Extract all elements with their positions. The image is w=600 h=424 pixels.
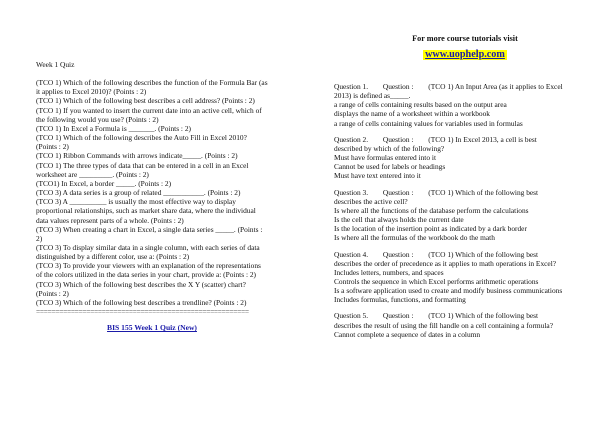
quiz-item: (TCO 1) Ribbon Commands with arrows indicate_____. (Points : 2) xyxy=(36,151,238,161)
answer-option: Cannot complete a sequence of dates in a column xyxy=(334,329,481,339)
answer-option: displays the name of a worksheet within a workbook xyxy=(334,109,490,119)
question-text: Question 3. Question : (TCO 1) Which of the following best describes the active cell? xyxy=(334,187,540,206)
promo-block xyxy=(360,34,570,60)
quiz-item: (TCO 1) Which of the following describes the function of the Formula Bar (as it applies to Excel 2010)? (Points : 2) xyxy=(36,78,268,97)
question-block xyxy=(334,250,566,305)
quiz-title-link[interactable]: BIS 155 Week 1 Quiz (New) xyxy=(107,323,197,333)
quiz-item: (TCO 1) In Excel a Formula is _______. (Points : 2) xyxy=(36,123,191,133)
quiz-item: (TCO 3) When creating a chart in Excel, a single data series _____. (Points : 2) xyxy=(36,224,263,243)
quiz-item: (TCO 1) The three types of data that can be entered in a cell in an Excel worksheet are _________. (Points : 2) xyxy=(36,160,249,179)
quiz-item: (TCO 3) To provide your viewers with an explanation of the representations of the colors utilized in the data series in your chart, provide a: (Points : 2) xyxy=(36,261,261,280)
answer-option: Is a software application used to create and modify business communications xyxy=(334,286,563,296)
quiz-item: (TCO 3) A data series is a group of related ___________. (Points : 2) xyxy=(36,188,241,198)
answer-option: Includes letters, numbers, and spaces xyxy=(334,267,444,277)
answer-option: Must have formulas entered into it xyxy=(334,153,437,163)
question-text: Question 1. Question : (TCO 1) An Input Area (as it applies to Excel 2013) is defined as_____. xyxy=(334,82,565,101)
answer-option: Includes formulas, functions, and formatting xyxy=(334,295,466,305)
question-text: Question 5. Question : (TCO 1) Which of the following best describes the result of using the fill handle on a cell containing a formula? xyxy=(334,311,553,330)
question-text: Question 2. Question : (TCO 1) In Excel 2013, a cell is best described by which of the following? xyxy=(334,134,539,153)
answer-option: Is where all the formulas of the workbook do the math xyxy=(334,233,495,243)
question-block xyxy=(334,135,566,181)
answer-option: Is the cell that always holds the current date xyxy=(334,215,464,225)
question-text: Question 4. Question : (TCO 1) Which of the following best describes the order of precedence as it applies to math operations in Excel? xyxy=(334,249,557,268)
answer-option: Is the location of the insertion point as indicated by a dark border xyxy=(334,224,527,234)
promo-text: For more course tutorials visit xyxy=(412,34,518,43)
answer-option: Cannot be used for labels or headings xyxy=(334,162,446,172)
quiz-item: (TCO 3) Which of the following best describes a trendline? (Points : 2) xyxy=(36,297,247,307)
promo-website-link[interactable]: www.uophelp.com xyxy=(425,49,505,60)
quiz-item: (TCO 3) To display similar data in a single column, with each series of data distinguished by a different color, use a: (Points : 2) xyxy=(36,242,260,262)
quiz-item: (TCO1) In Excel, a border _____. (Points : 2) xyxy=(36,178,172,188)
question-block xyxy=(334,82,566,128)
question-block xyxy=(334,311,566,338)
quiz-item: (TCO 1) If you wanted to insert the current date into an active cell, which of the following would you use? (Points : 2) xyxy=(36,105,262,124)
quiz-item-list xyxy=(36,78,268,307)
quiz-item: (TCO 1) Which of the following best describes a cell address? (Points : 2) xyxy=(36,96,255,106)
right-column xyxy=(334,82,566,346)
quiz-item: (TCO 3) A __________ is usually the most effective way to display proportional relationships, such as market share data, where the individual data values represent parts of a whole. (Points : 2) xyxy=(36,197,256,225)
answer-option: a range of cells containing results based on the output area xyxy=(334,100,507,110)
divider-line: ======================================================= xyxy=(36,307,249,317)
answer-option: a range of cells containing values for variables used in formulas xyxy=(334,118,523,128)
answer-option: Is where all the functions of the database perform the calculations xyxy=(334,205,529,215)
quiz-heading: Week 1 Quiz xyxy=(36,60,75,69)
answer-option: Controls the sequence in which Excel performs arithmetic operations xyxy=(334,276,539,286)
quiz-item: (TCO 3) Which of the following best describes the X Y (scatter) chart? (Points : 2) xyxy=(36,279,246,298)
quiz-item: (TCO 1) Which of the following describes the Auto Fill in Excel 2010? (Points : 2) xyxy=(36,133,247,152)
answer-option: Must have text entered into it xyxy=(334,171,421,181)
left-column xyxy=(36,60,268,332)
question-block xyxy=(334,188,566,243)
